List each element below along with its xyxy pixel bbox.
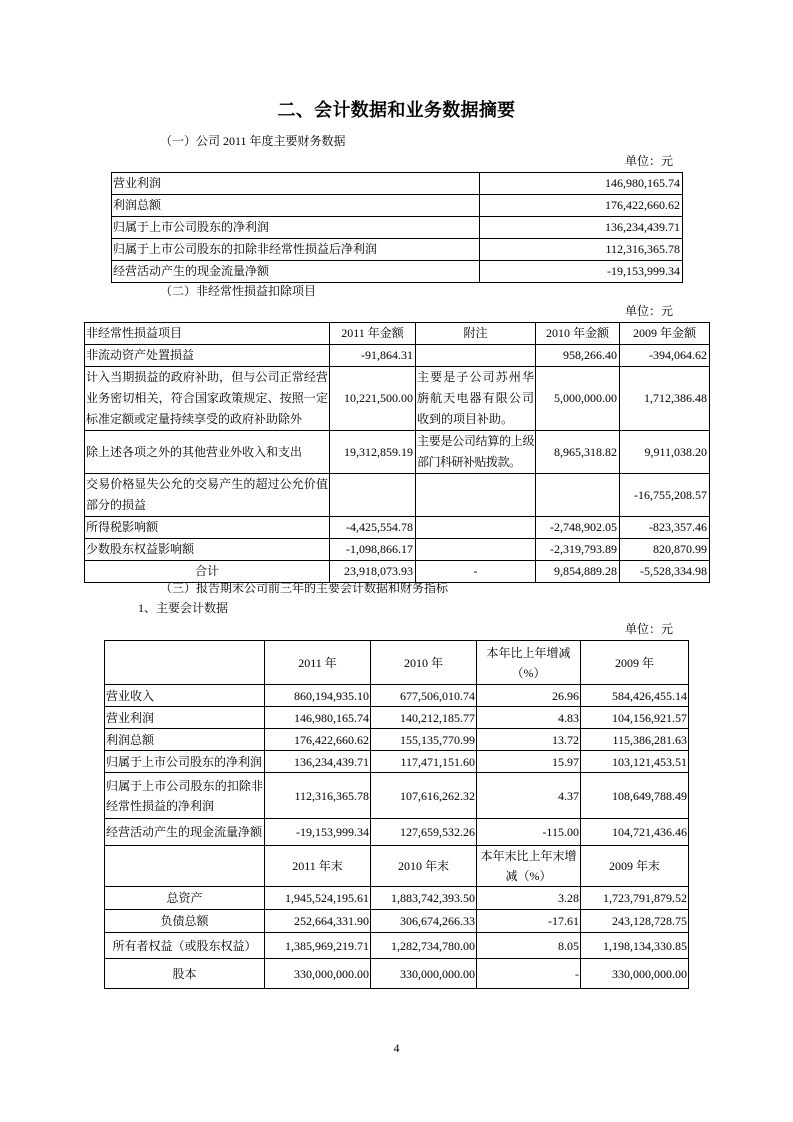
value-2011-cell: 1,945,524,195.61: [265, 887, 371, 910]
header-2009: 2009 年金额: [620, 323, 710, 345]
amount-2011-cell: 10,221,500.00: [330, 367, 416, 431]
change-cell: 26.96: [477, 685, 581, 707]
section1-heading: （一）公司 2011 年度主要财务数据: [160, 134, 346, 148]
item-cell: 除上述各项之外的其他营业外收入和支出: [85, 431, 330, 474]
header-2011: 2011 年金额: [330, 323, 416, 345]
total-note-cell: -: [416, 561, 536, 583]
table-row: [85, 539, 710, 561]
page-number: 4: [393, 1041, 400, 1055]
empty-amount-cell: [536, 474, 620, 517]
value-2010-cell: 155,135,770.99: [371, 729, 477, 751]
change-cell: -: [477, 959, 581, 989]
row-value: 146,980,165.74: [480, 173, 683, 195]
table-header-row: [105, 641, 689, 685]
amount-2009-cell: 820,870.99: [620, 539, 710, 561]
header-2011: 2011 年: [265, 641, 371, 685]
empty-note-cell: [416, 345, 536, 367]
value-2011-cell: 860,194,935.10: [265, 685, 371, 707]
item-cell: 归属于上市公司股东的扣除非经常性损益的净利润: [105, 773, 265, 819]
value-2009-cell: 1,723,791,879.52: [581, 887, 689, 910]
total-label: 合计: [85, 561, 330, 583]
amount-2011-cell: -4,425,554.78: [330, 517, 416, 539]
item-cell: 股本: [105, 959, 265, 989]
header-note: 附注: [416, 323, 536, 345]
item-cell: 计入当期损益的政府补助，但与公司正常经营业务密切相关，符合国家政策规定、按照一定标准定额或定量持续享受的政府补助除外: [85, 367, 330, 431]
value-2010-cell: 330,000,000.00: [371, 959, 477, 989]
value-2009-cell: 103,121,453.51: [581, 751, 689, 773]
table-header-row: [85, 323, 710, 345]
table-row: [112, 195, 683, 217]
header-2009-year-end: 2009 年末: [581, 846, 689, 887]
header-2011-year-end: 2011 年末: [265, 846, 371, 887]
amount-2010-cell: 958,266.40: [536, 345, 620, 367]
header-2009: 2009 年: [581, 641, 689, 685]
note-cell: 主要是子公司苏州华旃航天电器有限公司收到的项目补助。: [416, 367, 536, 431]
section2-unit-label: 单位：元: [624, 304, 673, 318]
value-2011-cell: 176,422,660.62: [265, 729, 371, 751]
value-2009-cell: 243,128,728.75: [581, 910, 689, 933]
value-2011-cell: 146,980,165.74: [265, 707, 371, 729]
amount-2009-cell: 1,712,386.48: [620, 367, 710, 431]
empty-note-cell: [416, 539, 536, 561]
table-row: [112, 239, 683, 261]
value-2010-cell: 117,471,151.60: [371, 751, 477, 773]
value-2011-cell: 136,234,439.71: [265, 751, 371, 773]
value-2009-cell: 584,426,455.14: [581, 685, 689, 707]
row-label: 营业利润: [112, 173, 480, 195]
change-cell: -17.61: [477, 910, 581, 933]
value-2009-cell: 104,156,921.57: [581, 707, 689, 729]
header-year-end-change: 本年末比上年末增减（%）: [477, 846, 581, 887]
row-label: 利润总额: [112, 195, 480, 217]
empty-header-cell: [105, 846, 265, 887]
section3-unit-label: 单位：元: [624, 622, 673, 636]
value-2011-cell: -19,153,999.34: [265, 819, 371, 846]
amount-2011-cell: 19,312,859.19: [330, 431, 416, 474]
table-row: [85, 431, 710, 474]
row-label: 归属于上市公司股东的净利润: [112, 217, 480, 239]
value-2010-cell: 1,282,734,780.00: [371, 933, 477, 959]
item-cell: 所得税影响额: [85, 517, 330, 539]
row-value: 112,316,365.78: [480, 239, 683, 261]
header-change: 本年比上年增减（%）: [477, 641, 581, 685]
item-cell: 交易价格显失公允的交易产生的超过公允价值部分的损益: [85, 474, 330, 517]
amount-2011-cell: -1,098,866.17: [330, 539, 416, 561]
table-row: [85, 474, 710, 517]
value-2011-cell: 1,385,969,219.71: [265, 933, 371, 959]
item-cell: 归属于上市公司股东的净利润: [105, 751, 265, 773]
table-row: [105, 751, 689, 773]
table-row: [85, 345, 710, 367]
value-2011-cell: 330,000,000.00: [265, 959, 371, 989]
value-2010-cell: 1,883,742,393.50: [371, 887, 477, 910]
header-2010: 2010 年: [371, 641, 477, 685]
change-cell: 13.72: [477, 729, 581, 751]
table-row: [105, 773, 689, 819]
amount-2010-cell: -2,319,793.89: [536, 539, 620, 561]
value-2009-cell: 1,198,134,330.85: [581, 933, 689, 959]
empty-note-cell: [416, 517, 536, 539]
table-row: [85, 367, 710, 431]
row-label: 归属于上市公司股东的扣除非经常性损益后净利润: [112, 239, 480, 261]
item-cell: 非流动资产处置损益: [85, 345, 330, 367]
value-2009-cell: 330,000,000.00: [581, 959, 689, 989]
value-2010-cell: 140,212,185.77: [371, 707, 477, 729]
section2-heading: （二）非经常性损益扣除项目: [160, 284, 317, 298]
row-label: 经营活动产生的现金流量净额: [112, 261, 480, 283]
item-cell: 经营活动产生的现金流量净额: [105, 819, 265, 846]
empty-note-cell: [416, 474, 536, 517]
section1-unit-label: 单位：元: [624, 154, 673, 168]
header-2010: 2010 年金额: [536, 323, 620, 345]
key-accounting-data-table: [104, 640, 689, 989]
table-header-row: [105, 846, 689, 887]
empty-header-cell: [105, 641, 265, 685]
item-cell: 利润总额: [105, 729, 265, 751]
total-2010-cell: 9,854,889.28: [536, 561, 620, 583]
value-2010-cell: 306,674,266.33: [371, 910, 477, 933]
total-2009-cell: -5,528,334.98: [620, 561, 710, 583]
item-cell: 总资产: [105, 887, 265, 910]
value-2010-cell: 107,616,262.32: [371, 773, 477, 819]
row-value: 176,422,660.62: [480, 195, 683, 217]
section3-heading: （三）报告期末公司前三年的主要会计数据和财务指标: [160, 581, 449, 595]
table-row: [105, 959, 689, 989]
change-cell: 4.83: [477, 707, 581, 729]
table-row: [85, 517, 710, 539]
table-row: [105, 685, 689, 707]
value-2011-cell: 112,316,365.78: [265, 773, 371, 819]
total-2011-cell: 23,918,073.93: [330, 561, 416, 583]
item-cell: 少数股东权益影响额: [85, 539, 330, 561]
item-cell: 所有者权益（或股东权益）: [105, 933, 265, 959]
table-row: [105, 910, 689, 933]
amount-2009-cell: -394,064.62: [620, 345, 710, 367]
note-cell: 主要是公司结算的上级部门科研补贴拨款。: [416, 431, 536, 474]
header-item: 非经常性损益项目: [85, 323, 330, 345]
change-cell: 8.05: [477, 933, 581, 959]
amount-2009-cell: 9,911,038.20: [620, 431, 710, 474]
amount-2009-cell: -823,357.46: [620, 517, 710, 539]
change-cell: 3.28: [477, 887, 581, 910]
amount-2010-cell: -2,748,902.05: [536, 517, 620, 539]
item-cell: 营业利润: [105, 707, 265, 729]
empty-amount-cell: [330, 474, 416, 517]
amount-2010-cell: 5,000,000.00: [536, 367, 620, 431]
amount-2011-cell: -91,864.31: [330, 345, 416, 367]
table-row: [105, 887, 689, 910]
change-cell: 4.37: [477, 773, 581, 819]
section-title: 二、会计数据和业务数据摘要: [277, 100, 516, 120]
table-row: [112, 261, 683, 283]
non-recurring-items-table: [84, 322, 710, 583]
value-2009-cell: 108,649,788.49: [581, 773, 689, 819]
value-2009-cell: 104,721,436.46: [581, 819, 689, 846]
value-2011-cell: 252,664,331.90: [265, 910, 371, 933]
table-row: [112, 173, 683, 195]
amount-2010-cell: 8,965,318.82: [536, 431, 620, 474]
value-2009-cell: 115,386,281.63: [581, 729, 689, 751]
main-financial-data-table: [111, 172, 683, 283]
table-row: [105, 819, 689, 846]
value-2010-cell: 127,659,532.26: [371, 819, 477, 846]
amount-2009-cell: -16,755,208.57: [620, 474, 710, 517]
value-2010-cell: 677,506,010.74: [371, 685, 477, 707]
item-cell: 负债总额: [105, 910, 265, 933]
row-value: -19,153,999.34: [480, 261, 683, 283]
change-cell: -115.00: [477, 819, 581, 846]
row-value: 136,234,439.71: [480, 217, 683, 239]
header-2010-year-end: 2010 年末: [371, 846, 477, 887]
item-cell: 营业收入: [105, 685, 265, 707]
table-row: [105, 729, 689, 751]
table-row: [112, 217, 683, 239]
section3-subheading: 1、主要会计数据: [138, 601, 229, 615]
table-row: [105, 707, 689, 729]
table-row: [105, 933, 689, 959]
change-cell: 15.97: [477, 751, 581, 773]
